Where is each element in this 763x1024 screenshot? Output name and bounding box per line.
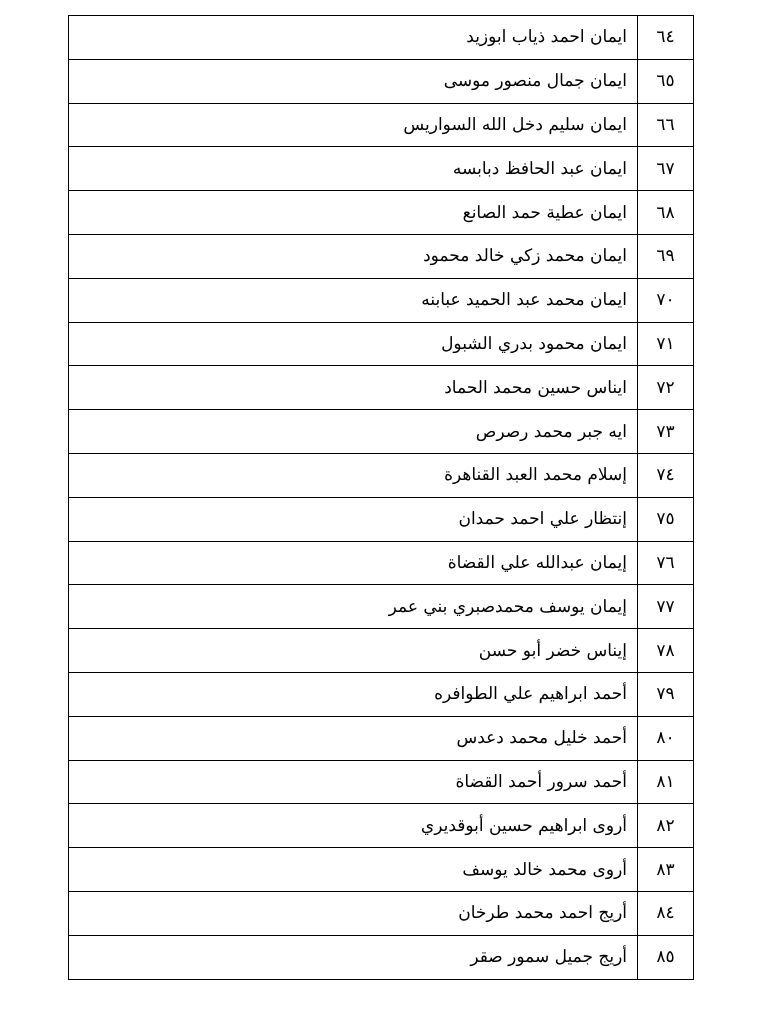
table-row [69,16,694,60]
table-row [69,935,694,979]
row-name: إسلام محمد العبد القناهرة [69,453,638,497]
table-row [69,804,694,848]
row-number: ٧١ [638,322,694,366]
row-name: ايمان عطية حمد الصانع [69,191,638,235]
table-row [69,322,694,366]
table-row [69,848,694,892]
row-number: ٧٣ [638,410,694,454]
row-name: أروى محمد خالد يوسف [69,848,638,892]
row-number: ٨٣ [638,848,694,892]
row-name: أحمد ابراهيم علي الطوافره [69,672,638,716]
row-number: ٨٥ [638,935,694,979]
table-row [69,59,694,103]
table-row [69,278,694,322]
row-number: ٦٩ [638,234,694,278]
row-number: ٨٠ [638,716,694,760]
row-number: ٧٢ [638,366,694,410]
row-number: ٧٠ [638,278,694,322]
row-number: ٧٨ [638,629,694,673]
row-number: ٧٤ [638,453,694,497]
table-row [69,234,694,278]
row-number: ٨١ [638,760,694,804]
row-name: إيمان عبدالله علي القضاة [69,541,638,585]
row-number: ٧٩ [638,672,694,716]
row-name: أريج احمد محمد طرخان [69,891,638,935]
row-name: أريج جميل سمور صقر [69,935,638,979]
table-row [69,760,694,804]
table-row [69,147,694,191]
row-name: أحمد سرور أحمد القضاة [69,760,638,804]
row-number: ٦٤ [638,16,694,60]
row-name: ايمان جمال منصور موسى [69,59,638,103]
table-row [69,191,694,235]
table-row [69,541,694,585]
table-row [69,585,694,629]
row-name: ايمان احمد ذياب ابوزيد [69,16,638,60]
row-number: ٨٤ [638,891,694,935]
row-number: ٧٥ [638,497,694,541]
table-row [69,672,694,716]
table-row [69,497,694,541]
row-name: أروى ابراهيم حسين أبوقديري [69,804,638,848]
table-row [69,366,694,410]
row-name: إيمان يوسف محمدصبري بني عمر [69,585,638,629]
table-row [69,410,694,454]
row-name: ايمان محمد عبد الحميد عبابنه [69,278,638,322]
row-name: ايمان عبد الحافظ دبابسه [69,147,638,191]
row-number: ٦٧ [638,147,694,191]
row-name: إيناس خضر أبو حسن [69,629,638,673]
row-name: ايمان محمود بدري الشبول [69,322,638,366]
names-table [68,15,694,980]
table-row [69,891,694,935]
row-name: إنتظار علي احمد حمدان [69,497,638,541]
table-row [69,716,694,760]
row-number: ٦٥ [638,59,694,103]
row-number: ٦٦ [638,103,694,147]
row-name: ايه جبر محمد رصرص [69,410,638,454]
table-row [69,453,694,497]
row-name: ايناس حسين محمد الحماد [69,366,638,410]
table-row [69,629,694,673]
names-table-body [69,16,694,980]
row-number: ٧٦ [638,541,694,585]
row-number: ٦٨ [638,191,694,235]
row-name: ايمان محمد زكي خالد محمود [69,234,638,278]
row-name: ايمان سليم دخل الله السواريس [69,103,638,147]
row-name: أحمد خليل محمد دعدس [69,716,638,760]
row-number: ٨٢ [638,804,694,848]
row-number: ٧٧ [638,585,694,629]
table-row [69,103,694,147]
